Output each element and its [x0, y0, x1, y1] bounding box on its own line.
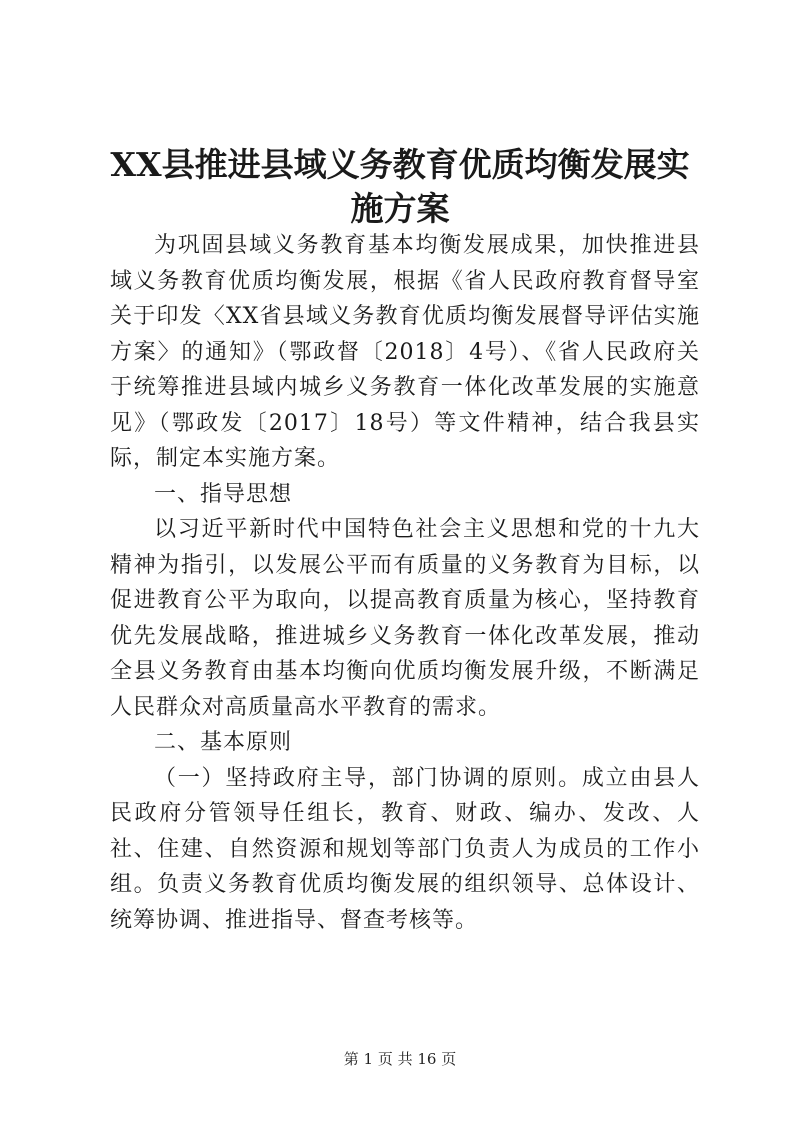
section-heading-guiding: 一、指导思想 — [154, 481, 293, 507]
guiding-paragraph: 以习近平新时代中国特色社会主义思想和党的十九大精神为指引，以发展公平而有质量的义务教育为目标，以促进教育公平为取向，以提高教育质量为核心，坚持教育优先发展战略，推进城乡义务教育一体化改革发展，推动全县义务教育由基本均衡向优质均衡发展升级，不断满足人民群众对高质量高水平教育的需求。 — [110, 517, 700, 720]
page-number-footer: 第 1 页 共 16 页 — [343, 1050, 457, 1068]
document-title: XX县推进县域义务教育优质均衡发展实施方案 — [110, 145, 690, 228]
principle-paragraph-1: （一）坚持政府主导，部门协调的原则。成立由县人民政府分管领导任组长，教育、财政、编办、发改、人社、住建、自然资源和规划等部门负责人为成员的工作小组。负责义务教育优质均衡发展的组织领导、总体设计、统筹协调、推进指导、督查考核等。 — [110, 765, 700, 933]
section-heading-principles: 二、基本原则 — [154, 730, 293, 755]
intro-paragraph: 为巩固县域义务教育基本均衡发展成果，加快推进县域义务教育优质均衡发展，根据《省人民政府教育督导室关于印发〈XX省县域义务教育优质均衡发展督导评估实施方案〉的通知》（鄂政督〔2018〕4号）、《省人民政府关于统筹推进县域内城乡义务教育一体化改革发展的实施意见》（鄂政发〔2017〕18号）等文件精神，结合我县实际，制定本实施方案。 — [110, 233, 700, 471]
document-body — [110, 228, 700, 938]
